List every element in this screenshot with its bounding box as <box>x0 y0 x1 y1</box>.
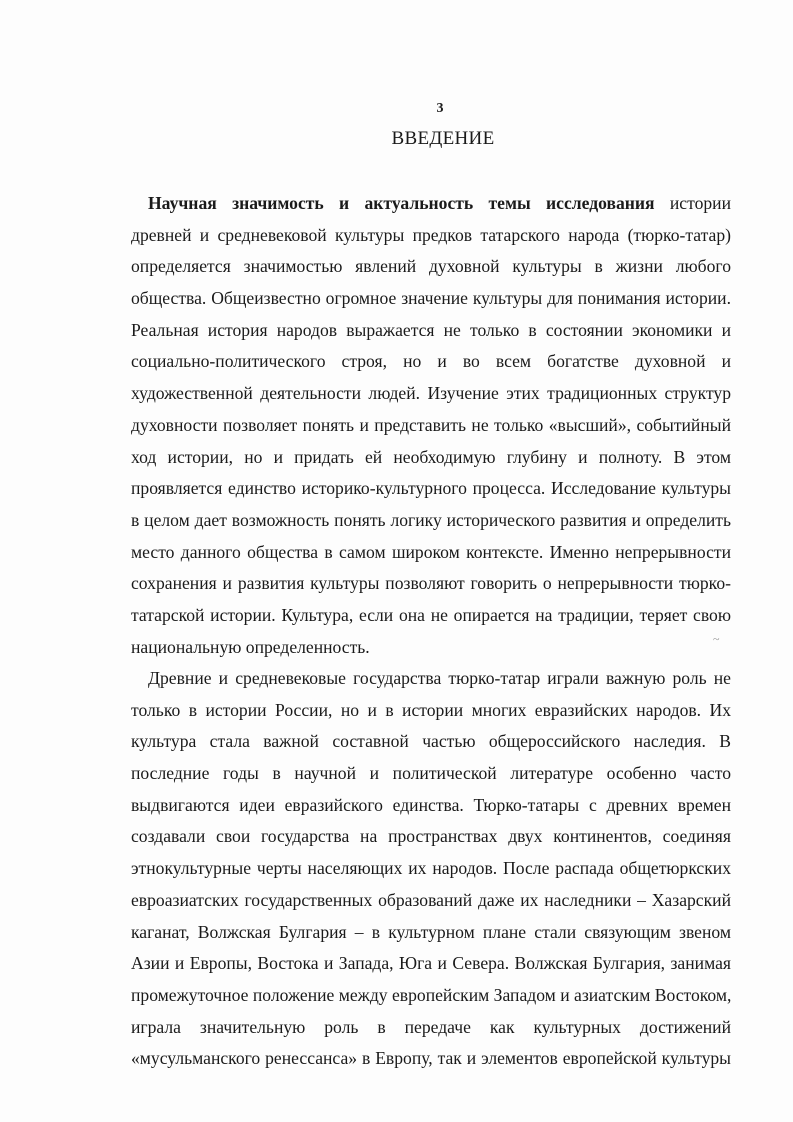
paragraph-line: создавали свои государства на пространствах двух континентов, соединяя <box>131 826 731 847</box>
paragraph-line: каганат, Волжская Булгария – в культурном плане стали связующим звеном <box>131 921 731 942</box>
bold-lead: Научная значимость и актуальность темы исследования <box>148 193 655 213</box>
page-number: 3 <box>436 101 444 116</box>
paragraph-line: Азии и Европы, Востока и Запада, Юга и Севера. Волжская Булгария, занимая <box>131 953 731 974</box>
paragraph-line: проявляется единство историко-культурного процесса. Исследование культуры <box>131 478 731 499</box>
paragraph-line: национальную определенность. <box>131 636 370 657</box>
paragraph-line: ход истории, но и придать ей необходимую глубину и полноту. В этом <box>131 446 731 467</box>
paragraph-line: духовности позволяет понять и представить не только «высший», событийный <box>131 414 731 435</box>
paragraph-line <box>131 188 731 220</box>
paragraph-line: татарской истории. Культура, если она не опирается на традиции, теряет свою <box>131 604 731 625</box>
paragraph-line: социально-политического строя, но и во всем богатстве духовной и <box>131 351 731 372</box>
paragraph-line: культура стала важной составной частью общероссийского наследия. В <box>131 731 731 752</box>
paragraph-line: Древние и средневековые государства тюрко-татар играли важную роль не <box>148 668 731 688</box>
page-title: ВВЕДЕНИЕ <box>391 128 495 149</box>
paragraph-line: общества. Общеизвестно огромное значение культуры для понимания истории. <box>131 288 731 309</box>
first-line-rest: истории <box>669 193 731 213</box>
paragraph-2 <box>131 663 731 1075</box>
paragraph-line: художественной деятельности людей. Изучение этих традиционных структур <box>131 383 731 404</box>
paragraph-line: сохранения и развития культуры позволяют говорить о непрерывности тюрко- <box>131 573 731 594</box>
paragraph-line: играла значительную роль в передаче как культурных достижений <box>131 1016 731 1037</box>
paragraph-line: промежуточное положение между европейским Западом и азиатским Востоком, <box>131 984 732 1005</box>
scan-margin-mark: ~ <box>713 632 720 646</box>
paragraph-line: в целом дает возможность понять логику исторического развития и определить <box>131 509 731 530</box>
paragraph-line: этнокультурные черты населяющих их народов. После распада общетюркских <box>131 858 731 879</box>
paragraph-line: древней и средневековой культуры предков татарского народа (тюрко-татар) <box>131 224 731 245</box>
paragraph-line: евроазиатских государственных образований даже их наследники – Хазарский <box>131 889 731 910</box>
paragraph-line: только в истории России, но и в истории многих евразийских народов. Их <box>131 699 731 720</box>
paragraph-line: Реальная история народов выражается не только в состоянии экономики и <box>131 319 731 340</box>
paragraph-line: последние годы в научной и политической литературе особенно часто <box>131 763 731 784</box>
paragraph-line: «мусульманского ренессанса» в Европу, так и элементов европейской культуры <box>131 1048 731 1069</box>
paragraph-line: место данного общества в самом широком контексте. Именно непрерывности <box>131 541 731 562</box>
paragraph-line: выдвигаются идеи евразийского единства. Тюрко-татары с древних времен <box>131 794 731 815</box>
paragraph-1 <box>131 188 731 663</box>
paragraph-line: определяется значимостью явлений духовной культуры в жизни любого <box>131 256 731 277</box>
